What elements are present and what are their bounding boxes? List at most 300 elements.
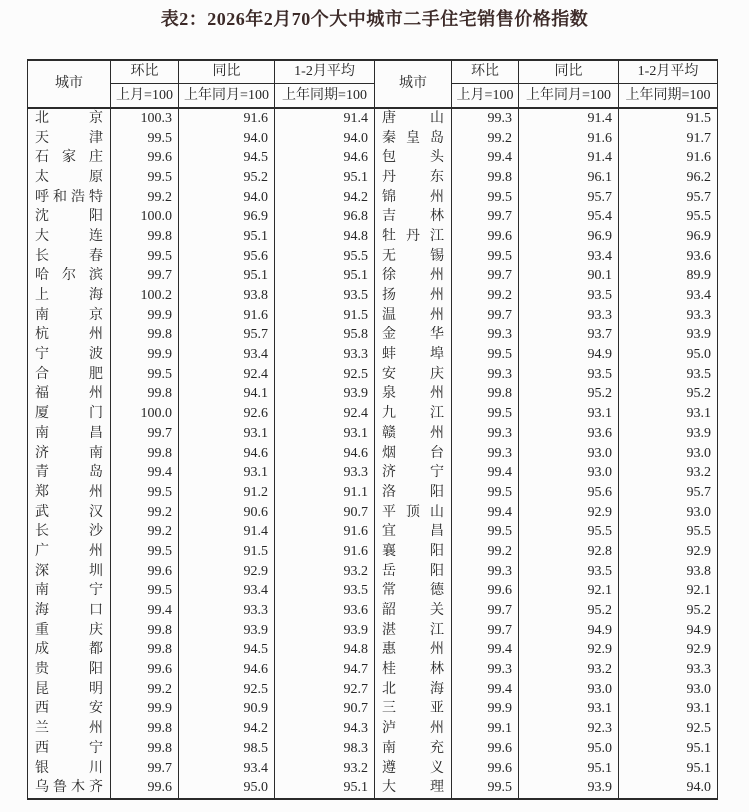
mom-value-right: 99.6 bbox=[452, 739, 519, 759]
city-cell-left bbox=[28, 463, 111, 483]
yoy-value-left: 94.6 bbox=[179, 660, 275, 680]
city-cell-left bbox=[28, 522, 111, 542]
city-cell-right bbox=[375, 365, 452, 385]
yoy-value-left: 94.6 bbox=[179, 444, 275, 464]
mom-value-right: 99.4 bbox=[452, 680, 519, 700]
avg-value-left: 93.3 bbox=[275, 345, 375, 365]
city-cell-right bbox=[375, 582, 452, 602]
city-name: 重庆 bbox=[35, 622, 103, 638]
table-row bbox=[28, 286, 718, 306]
city-cell-left bbox=[28, 286, 111, 306]
city-name: 宁波 bbox=[35, 347, 103, 363]
mom-value-left: 99.8 bbox=[111, 641, 179, 661]
table-row bbox=[28, 503, 718, 523]
city-name: 唐山 bbox=[382, 110, 444, 126]
col-subheader-mom-base-right: 上月=100 bbox=[452, 84, 519, 109]
city-name: 北海 bbox=[382, 681, 444, 697]
col-header-mom-left: 环比 bbox=[111, 60, 179, 84]
mom-value-left: 99.5 bbox=[111, 582, 179, 602]
city-cell-left bbox=[28, 306, 111, 326]
city-name: 平顶山 bbox=[382, 504, 444, 520]
mom-value-right: 99.8 bbox=[452, 385, 519, 405]
yoy-value-right: 95.1 bbox=[519, 759, 619, 779]
city-cell-left bbox=[28, 444, 111, 464]
city-name: 武汉 bbox=[35, 504, 103, 520]
yoy-value-right: 92.3 bbox=[519, 719, 619, 739]
avg-value-right: 95.7 bbox=[619, 188, 718, 208]
mom-value-left: 99.8 bbox=[111, 739, 179, 759]
avg-value-right: 95.0 bbox=[619, 345, 718, 365]
avg-value-left: 93.9 bbox=[275, 385, 375, 405]
avg-value-left: 93.5 bbox=[275, 286, 375, 306]
avg-value-left: 95.8 bbox=[275, 326, 375, 346]
city-cell-right bbox=[375, 385, 452, 405]
avg-value-right: 93.5 bbox=[619, 365, 718, 385]
mom-value-right: 99.7 bbox=[452, 601, 519, 621]
city-cell-right bbox=[375, 463, 452, 483]
city-cell-left bbox=[28, 582, 111, 602]
yoy-value-left: 92.5 bbox=[179, 680, 275, 700]
city-cell-right bbox=[375, 680, 452, 700]
mom-value-right: 99.4 bbox=[452, 148, 519, 168]
yoy-value-left: 91.2 bbox=[179, 483, 275, 503]
city-cell-right bbox=[375, 267, 452, 287]
city-name: 济宁 bbox=[382, 465, 444, 481]
yoy-value-right: 93.0 bbox=[519, 680, 619, 700]
avg-value-right: 92.9 bbox=[619, 542, 718, 562]
city-cell-right bbox=[375, 345, 452, 365]
city-name: 成都 bbox=[35, 642, 103, 658]
city-name: 沈阳 bbox=[35, 209, 103, 225]
city-name: 福州 bbox=[35, 386, 103, 402]
mom-value-right: 99.7 bbox=[452, 267, 519, 287]
yoy-value-left: 91.4 bbox=[179, 522, 275, 542]
city-cell-right bbox=[375, 739, 452, 759]
city-cell-right bbox=[375, 621, 452, 641]
table-row bbox=[28, 719, 718, 739]
avg-value-left: 94.6 bbox=[275, 148, 375, 168]
avg-value-left: 93.6 bbox=[275, 601, 375, 621]
city-cell-left bbox=[28, 129, 111, 149]
yoy-value-left: 93.3 bbox=[179, 601, 275, 621]
city-cell-right bbox=[375, 700, 452, 720]
city-name: 温州 bbox=[382, 307, 444, 323]
col-subheader-yoy-base-right: 上年同月=100 bbox=[519, 84, 619, 109]
mom-value-right: 99.3 bbox=[452, 108, 519, 129]
avg-value-left: 91.6 bbox=[275, 542, 375, 562]
col-header-mom-right: 环比 bbox=[452, 60, 519, 84]
avg-value-left: 95.1 bbox=[275, 778, 375, 799]
mom-value-left: 99.8 bbox=[111, 444, 179, 464]
yoy-value-right: 91.4 bbox=[519, 148, 619, 168]
mom-value-right: 99.2 bbox=[452, 129, 519, 149]
yoy-value-right: 93.7 bbox=[519, 326, 619, 346]
mom-value-right: 99.1 bbox=[452, 719, 519, 739]
avg-value-right: 95.2 bbox=[619, 385, 718, 405]
mom-value-left: 99.6 bbox=[111, 778, 179, 799]
table-row bbox=[28, 522, 718, 542]
avg-value-left: 90.7 bbox=[275, 700, 375, 720]
table-row bbox=[28, 562, 718, 582]
avg-value-right: 95.7 bbox=[619, 483, 718, 503]
mom-value-left: 100.0 bbox=[111, 404, 179, 424]
mom-value-left: 99.8 bbox=[111, 326, 179, 346]
col-header-city-right: 城市 bbox=[375, 60, 452, 108]
yoy-value-right: 96.1 bbox=[519, 168, 619, 188]
avg-value-left: 95.1 bbox=[275, 267, 375, 287]
city-name: 泸州 bbox=[382, 721, 444, 737]
mom-value-left: 99.8 bbox=[111, 719, 179, 739]
city-cell-right bbox=[375, 778, 452, 799]
city-name: 石家庄 bbox=[35, 150, 103, 166]
avg-value-right: 95.5 bbox=[619, 207, 718, 227]
city-cell-right bbox=[375, 542, 452, 562]
avg-value-right: 93.9 bbox=[619, 326, 718, 346]
city-cell-left bbox=[28, 385, 111, 405]
yoy-value-right: 93.3 bbox=[519, 306, 619, 326]
yoy-value-right: 95.2 bbox=[519, 601, 619, 621]
city-name: 厦门 bbox=[35, 406, 103, 422]
yoy-value-left: 96.9 bbox=[179, 207, 275, 227]
table-row bbox=[28, 365, 718, 385]
mom-value-left: 99.2 bbox=[111, 188, 179, 208]
city-name: 襄阳 bbox=[382, 543, 444, 559]
avg-value-right: 93.4 bbox=[619, 286, 718, 306]
city-cell-left bbox=[28, 267, 111, 287]
city-name: 天津 bbox=[35, 130, 103, 146]
city-name: 吉林 bbox=[382, 209, 444, 225]
yoy-value-right: 93.0 bbox=[519, 444, 619, 464]
yoy-value-right: 90.1 bbox=[519, 267, 619, 287]
city-name: 宜昌 bbox=[382, 524, 444, 540]
yoy-value-left: 93.4 bbox=[179, 345, 275, 365]
mom-value-left: 100.0 bbox=[111, 207, 179, 227]
avg-value-right: 91.5 bbox=[619, 108, 718, 129]
table-row bbox=[28, 129, 718, 149]
table-row bbox=[28, 621, 718, 641]
city-cell-left bbox=[28, 404, 111, 424]
city-name: 长春 bbox=[35, 248, 103, 264]
yoy-value-left: 95.7 bbox=[179, 326, 275, 346]
table-row bbox=[28, 700, 718, 720]
city-name: 合肥 bbox=[35, 366, 103, 382]
city-cell-right bbox=[375, 326, 452, 346]
table-row bbox=[28, 542, 718, 562]
city-name: 丹东 bbox=[382, 169, 444, 185]
mom-value-right: 99.3 bbox=[452, 660, 519, 680]
avg-value-right: 93.1 bbox=[619, 700, 718, 720]
city-cell-right bbox=[375, 444, 452, 464]
city-cell-left bbox=[28, 148, 111, 168]
city-cell-left bbox=[28, 483, 111, 503]
avg-value-right: 89.9 bbox=[619, 267, 718, 287]
avg-value-left: 92.5 bbox=[275, 365, 375, 385]
yoy-value-left: 94.0 bbox=[179, 129, 275, 149]
table-row bbox=[28, 759, 718, 779]
city-cell-left bbox=[28, 700, 111, 720]
mom-value-left: 99.4 bbox=[111, 463, 179, 483]
table-row bbox=[28, 739, 718, 759]
yoy-value-left: 93.9 bbox=[179, 621, 275, 641]
mom-value-right: 99.4 bbox=[452, 463, 519, 483]
city-name: 南充 bbox=[382, 740, 444, 756]
city-cell-right bbox=[375, 404, 452, 424]
avg-value-right: 93.6 bbox=[619, 247, 718, 267]
yoy-value-left: 93.1 bbox=[179, 424, 275, 444]
city-cell-right bbox=[375, 719, 452, 739]
city-name: 广州 bbox=[35, 543, 103, 559]
table-row bbox=[28, 168, 718, 188]
yoy-value-left: 94.1 bbox=[179, 385, 275, 405]
city-cell-left bbox=[28, 660, 111, 680]
city-cell-left bbox=[28, 621, 111, 641]
city-cell-left bbox=[28, 562, 111, 582]
city-cell-left bbox=[28, 365, 111, 385]
avg-value-right: 93.0 bbox=[619, 503, 718, 523]
yoy-value-right: 93.6 bbox=[519, 424, 619, 444]
city-name: 海口 bbox=[35, 603, 103, 619]
city-name: 郑州 bbox=[35, 484, 103, 500]
mom-value-left: 99.6 bbox=[111, 660, 179, 680]
city-cell-left bbox=[28, 168, 111, 188]
table-row bbox=[28, 207, 718, 227]
city-cell-right bbox=[375, 227, 452, 247]
avg-value-left: 91.6 bbox=[275, 522, 375, 542]
yoy-value-left: 94.5 bbox=[179, 641, 275, 661]
city-name: 三亚 bbox=[382, 701, 444, 717]
avg-value-left: 94.2 bbox=[275, 188, 375, 208]
yoy-value-left: 90.6 bbox=[179, 503, 275, 523]
mom-value-left: 100.2 bbox=[111, 286, 179, 306]
table-row bbox=[28, 404, 718, 424]
mom-value-right: 99.3 bbox=[452, 326, 519, 346]
avg-value-right: 95.1 bbox=[619, 759, 718, 779]
yoy-value-right: 93.5 bbox=[519, 365, 619, 385]
city-cell-right bbox=[375, 306, 452, 326]
city-name: 南京 bbox=[35, 307, 103, 323]
avg-value-left: 93.2 bbox=[275, 562, 375, 582]
mom-value-right: 99.6 bbox=[452, 227, 519, 247]
yoy-value-left: 95.1 bbox=[179, 227, 275, 247]
avg-value-right: 96.2 bbox=[619, 168, 718, 188]
yoy-value-right: 91.6 bbox=[519, 129, 619, 149]
yoy-value-left: 92.9 bbox=[179, 562, 275, 582]
table-row bbox=[28, 601, 718, 621]
avg-value-left: 94.7 bbox=[275, 660, 375, 680]
yoy-value-right: 95.0 bbox=[519, 739, 619, 759]
yoy-value-left: 93.1 bbox=[179, 463, 275, 483]
avg-value-right: 93.3 bbox=[619, 660, 718, 680]
avg-value-left: 91.1 bbox=[275, 483, 375, 503]
city-cell-right bbox=[375, 148, 452, 168]
mom-value-left: 100.3 bbox=[111, 108, 179, 129]
table-row bbox=[28, 778, 718, 799]
table-row bbox=[28, 345, 718, 365]
avg-value-left: 95.1 bbox=[275, 168, 375, 188]
city-name: 扬州 bbox=[382, 288, 444, 304]
mom-value-left: 99.2 bbox=[111, 680, 179, 700]
city-cell-left bbox=[28, 188, 111, 208]
mom-value-right: 99.3 bbox=[452, 365, 519, 385]
yoy-value-left: 92.4 bbox=[179, 365, 275, 385]
city-name: 烟台 bbox=[382, 445, 444, 461]
yoy-value-left: 93.4 bbox=[179, 759, 275, 779]
city-cell-left bbox=[28, 778, 111, 799]
table-row bbox=[28, 306, 718, 326]
city-cell-right bbox=[375, 562, 452, 582]
city-cell-right bbox=[375, 522, 452, 542]
city-name: 哈尔滨 bbox=[35, 268, 103, 284]
table-row bbox=[28, 326, 718, 346]
city-cell-left bbox=[28, 601, 111, 621]
table-row bbox=[28, 108, 718, 129]
mom-value-left: 99.2 bbox=[111, 503, 179, 523]
avg-value-right: 94.9 bbox=[619, 621, 718, 641]
city-name: 牡丹江 bbox=[382, 228, 444, 244]
mom-value-right: 99.4 bbox=[452, 503, 519, 523]
city-name: 蚌埠 bbox=[382, 347, 444, 363]
col-subheader-yoy-base-left: 上年同月=100 bbox=[179, 84, 275, 109]
city-name: 泉州 bbox=[382, 386, 444, 402]
city-name: 遵义 bbox=[382, 760, 444, 776]
mom-value-left: 99.4 bbox=[111, 601, 179, 621]
avg-value-right: 93.0 bbox=[619, 680, 718, 700]
avg-value-left: 93.5 bbox=[275, 582, 375, 602]
yoy-value-right: 93.5 bbox=[519, 286, 619, 306]
city-cell-right bbox=[375, 247, 452, 267]
city-name: 昆明 bbox=[35, 681, 103, 697]
city-cell-right bbox=[375, 188, 452, 208]
mom-value-right: 99.5 bbox=[452, 188, 519, 208]
city-name: 西安 bbox=[35, 701, 103, 717]
city-name: 安庆 bbox=[382, 366, 444, 382]
city-name: 太原 bbox=[35, 169, 103, 185]
avg-value-right: 93.8 bbox=[619, 562, 718, 582]
yoy-value-right: 94.9 bbox=[519, 621, 619, 641]
city-name: 大连 bbox=[35, 228, 103, 244]
avg-value-right: 93.0 bbox=[619, 444, 718, 464]
yoy-value-right: 93.1 bbox=[519, 700, 619, 720]
city-cell-right bbox=[375, 129, 452, 149]
city-name: 湛江 bbox=[382, 622, 444, 638]
mom-value-left: 99.8 bbox=[111, 227, 179, 247]
mom-value-right: 99.7 bbox=[452, 207, 519, 227]
city-name: 呼和浩特 bbox=[35, 189, 103, 205]
table-header bbox=[28, 60, 718, 108]
yoy-value-right: 95.7 bbox=[519, 188, 619, 208]
mom-value-left: 99.9 bbox=[111, 345, 179, 365]
city-name: 无锡 bbox=[382, 248, 444, 264]
mom-value-right: 99.7 bbox=[452, 306, 519, 326]
city-name: 锦州 bbox=[382, 189, 444, 205]
city-name: 青岛 bbox=[35, 465, 103, 481]
yoy-value-left: 90.9 bbox=[179, 700, 275, 720]
avg-value-left: 95.5 bbox=[275, 247, 375, 267]
col-subheader-avg-base-left: 上年同期=100 bbox=[275, 84, 375, 109]
avg-value-right: 91.6 bbox=[619, 148, 718, 168]
yoy-value-right: 95.6 bbox=[519, 483, 619, 503]
city-cell-left bbox=[28, 503, 111, 523]
yoy-value-left: 94.2 bbox=[179, 719, 275, 739]
col-header-avg-left: 1-2月平均 bbox=[275, 60, 375, 84]
col-header-city-left: 城市 bbox=[28, 60, 111, 108]
mom-value-left: 99.5 bbox=[111, 168, 179, 188]
avg-value-left: 94.3 bbox=[275, 719, 375, 739]
city-name: 大理 bbox=[382, 780, 444, 796]
avg-value-left: 94.8 bbox=[275, 227, 375, 247]
city-name: 常德 bbox=[382, 583, 444, 599]
yoy-value-right: 92.1 bbox=[519, 582, 619, 602]
table-row bbox=[28, 444, 718, 464]
city-cell-left bbox=[28, 207, 111, 227]
avg-value-left: 96.8 bbox=[275, 207, 375, 227]
city-cell-left bbox=[28, 719, 111, 739]
table-body bbox=[28, 108, 718, 799]
mom-value-right: 99.5 bbox=[452, 778, 519, 799]
yoy-value-right: 92.9 bbox=[519, 641, 619, 661]
table-row bbox=[28, 267, 718, 287]
avg-value-right: 92.9 bbox=[619, 641, 718, 661]
avg-value-left: 94.0 bbox=[275, 129, 375, 149]
yoy-value-left: 95.2 bbox=[179, 168, 275, 188]
yoy-value-right: 93.4 bbox=[519, 247, 619, 267]
mom-value-right: 99.2 bbox=[452, 286, 519, 306]
avg-value-right: 96.9 bbox=[619, 227, 718, 247]
col-header-yoy-right: 同比 bbox=[519, 60, 619, 84]
avg-value-right: 94.0 bbox=[619, 778, 718, 799]
city-cell-right bbox=[375, 503, 452, 523]
avg-value-left: 92.4 bbox=[275, 404, 375, 424]
city-name: 徐州 bbox=[382, 268, 444, 284]
mom-value-left: 99.8 bbox=[111, 621, 179, 641]
city-name: 韶关 bbox=[382, 603, 444, 619]
city-cell-right bbox=[375, 660, 452, 680]
mom-value-right: 99.4 bbox=[452, 641, 519, 661]
city-cell-right bbox=[375, 641, 452, 661]
city-cell-left bbox=[28, 326, 111, 346]
mom-value-left: 99.7 bbox=[111, 759, 179, 779]
city-cell-right bbox=[375, 483, 452, 503]
table-title: 表2：2026年2月70个大中城市二手住宅销售价格指数 bbox=[160, 9, 589, 29]
yoy-value-right: 95.5 bbox=[519, 522, 619, 542]
avg-value-left: 93.9 bbox=[275, 621, 375, 641]
col-header-avg-right: 1-2月平均 bbox=[619, 60, 718, 84]
city-cell-left bbox=[28, 680, 111, 700]
city-cell-right bbox=[375, 207, 452, 227]
col-header-yoy-left: 同比 bbox=[179, 60, 275, 84]
yoy-value-right: 93.0 bbox=[519, 463, 619, 483]
mom-value-left: 99.6 bbox=[111, 148, 179, 168]
mom-value-right: 99.6 bbox=[452, 582, 519, 602]
city-name: 包头 bbox=[382, 150, 444, 166]
mom-value-left: 99.9 bbox=[111, 306, 179, 326]
city-name: 南昌 bbox=[35, 425, 103, 441]
yoy-value-right: 95.4 bbox=[519, 207, 619, 227]
avg-value-left: 91.5 bbox=[275, 306, 375, 326]
city-cell-left bbox=[28, 227, 111, 247]
table-row bbox=[28, 227, 718, 247]
yoy-value-left: 94.0 bbox=[179, 188, 275, 208]
table-row bbox=[28, 483, 718, 503]
avg-value-left: 98.3 bbox=[275, 739, 375, 759]
avg-value-right: 93.9 bbox=[619, 424, 718, 444]
city-cell-left bbox=[28, 542, 111, 562]
city-cell-right bbox=[375, 601, 452, 621]
city-name: 贵阳 bbox=[35, 662, 103, 678]
table-row bbox=[28, 188, 718, 208]
city-name: 岳阳 bbox=[382, 563, 444, 579]
yoy-value-left: 94.5 bbox=[179, 148, 275, 168]
